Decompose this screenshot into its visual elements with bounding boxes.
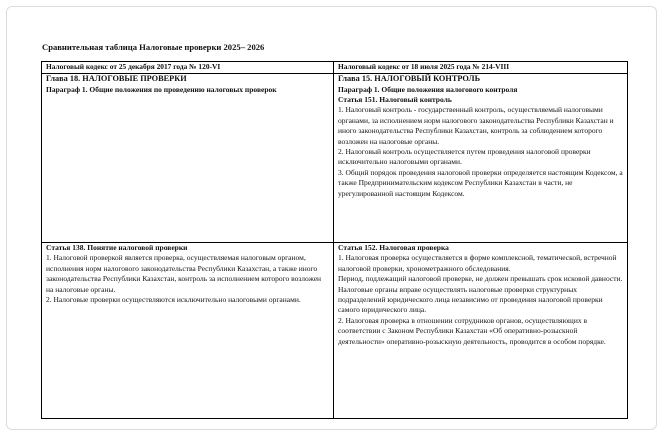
old-chapter-heading: Глава 18. НАЛОГОВЫЕ ПРОВЕРКИ — [46, 74, 187, 83]
cell-new-article — [334, 243, 628, 419]
table-header-row — [42, 62, 628, 74]
article-152-heading: Статья 152. Налоговая проверка — [338, 243, 449, 252]
header-cell-old-code — [42, 62, 334, 74]
article-151-point-2: 2. Налоговый контроль осуществляется путем проведения налоговой проверки исключительно налоговыми органами. — [338, 147, 591, 167]
document-title: Сравнительная таблица Налоговые проверки 2025– 2026 — [42, 42, 265, 52]
article-138-point-1: 1. Налоговой проверкой является проверка, осуществляемая налоговым органом, исполнения норм налогового законодательства Республики Казахстан, а также иного законодательства Республики Казахстан, контроль за исполнением которого возложен на налоговые органы. — [46, 253, 322, 294]
old-paragraph-heading: Параграф 1. Общие положения по проведению налоговых проверок — [46, 84, 277, 94]
header-cell-new-code — [334, 62, 628, 74]
table-row — [42, 243, 628, 419]
new-paragraph-heading: Параграф 1. Общие положения налогового контроля — [338, 84, 518, 94]
article-138-heading: Статья 138. Понятие налоговой проверки — [46, 243, 188, 252]
header-old-code: Налоговый кодекс от 25 декабря 2017 года № 120-VI — [46, 62, 221, 71]
article-151-point-1: 1. Налоговый контроль - государственный контроль, осуществляемый налоговыми органами, за исполнением норм налогового законодательства Республики Казахстан и иного законодательства Республики Казахстан, контроль за соблюдением которого возложен на налоговые органы. — [338, 105, 614, 146]
article-152-point-1: 1. Налоговая проверка осуществляется в форме комплексной, тематической, встречной налоговой проверки, хронометражного обследования. — [338, 253, 617, 273]
article-152-branches: Налоговые органы вправе осуществлять налоговые проверки структурных подразделений юридического лица независимо от проведения налоговой проверки самого юридического лица. — [338, 284, 603, 315]
cell-new-chapter — [334, 74, 628, 243]
article-151-heading: Статья 151. Налоговый контроль — [338, 95, 452, 104]
table-row — [42, 74, 628, 243]
comparison-table — [41, 61, 628, 419]
article-138-point-2: 2. Налоговые проверки осуществляются исключительно налоговыми органами. — [46, 295, 301, 305]
cell-old-article — [42, 243, 334, 419]
article-151-point-3: 3. Общий порядок проведения налоговой проверки определяется настоящим Кодексом, а также Предпринимательским кодексом Республики Казахстан в части, не урегулированной настоящим Кодексом. — [338, 167, 623, 198]
new-chapter-heading: Глава 15. НАЛОГОВЫЙ КОНТРОЛЬ — [338, 74, 481, 83]
article-152-period: Период, подлежащий налоговой проверке, не должен превышать срок исковой давности. — [338, 274, 623, 284]
cell-old-chapter — [42, 74, 334, 243]
article-152-point-2: 2. Налоговая проверка в отношении сотрудников органов, осуществляющих в соответствии с Законом Республики Казахстан «Об оперативно-розыскной деятельности» оперативно-розыскную деятельность, проводится в особом порядке. — [338, 315, 606, 346]
header-new-code: Налоговый кодекс от 18 июля 2025 года № 214-VIII — [338, 62, 510, 71]
